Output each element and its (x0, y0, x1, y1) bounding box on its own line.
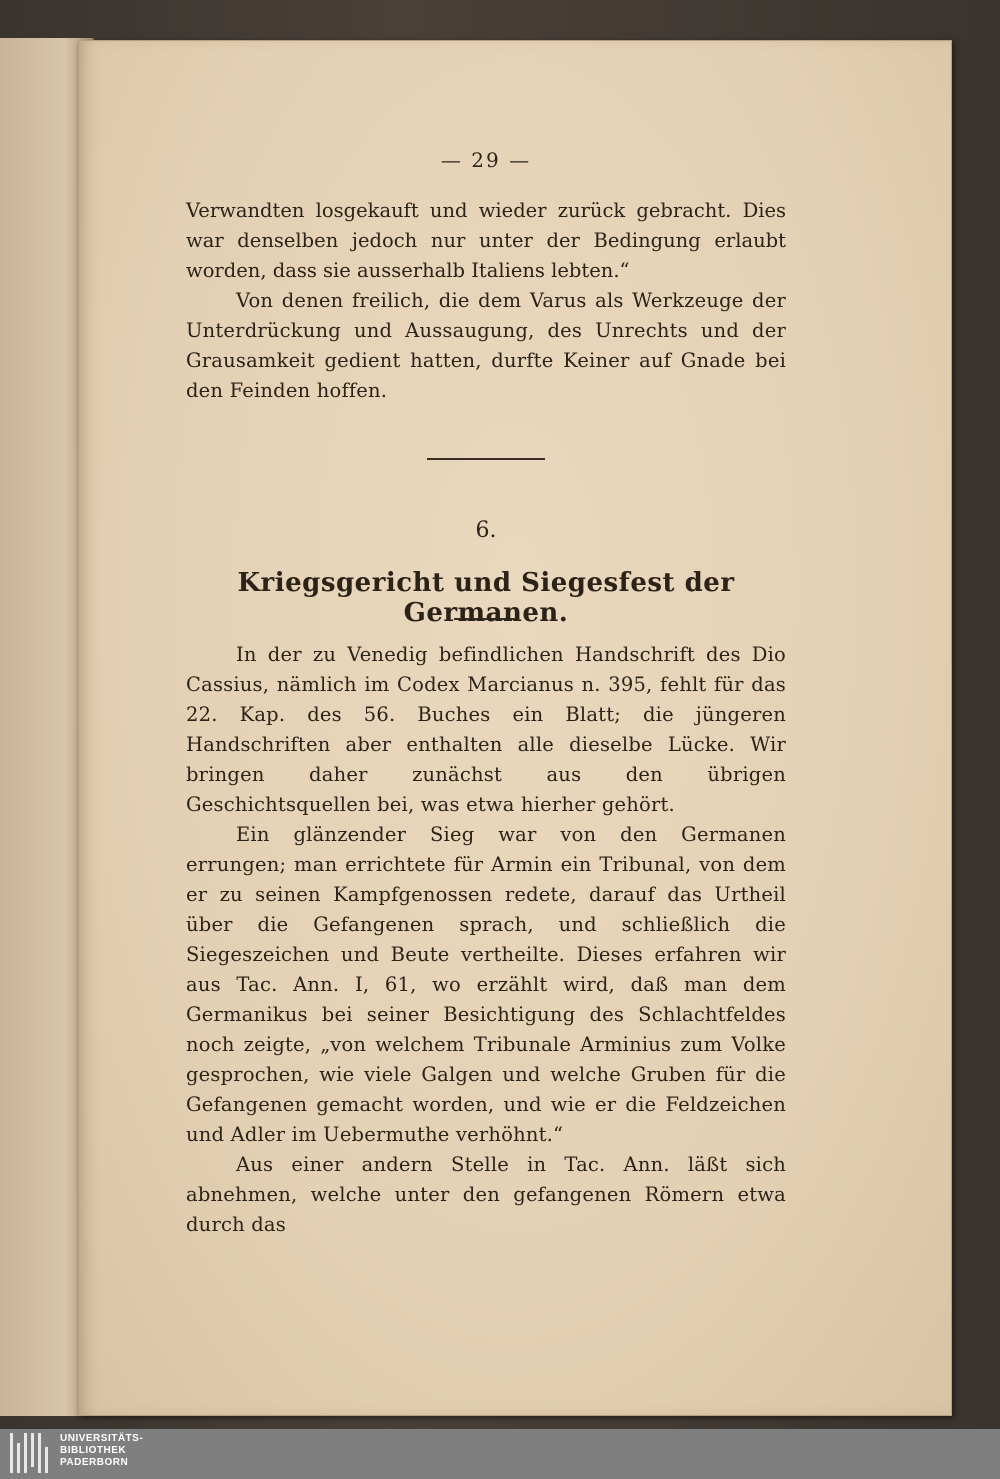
chapter-number: 6. (475, 518, 497, 543)
page-number: — 29 — (440, 148, 532, 172)
paragraph-continued: Verwandten losgekauft und wieder zurück gebracht. Dies war denselben jedoch nur unter der Bedingung erlaubt worden, dass sie ausserhalb Italiens lebten.“ (186, 199, 786, 282)
section-divider (427, 458, 545, 460)
logo-line-1: UNIVERSITÄTS- (60, 1433, 144, 1444)
library-footer-bar (0, 1429, 1000, 1479)
paragraph-dio-cassius: In der zu Venedig befindlichen Handschrift des Dio Cassius, nämlich im Codex Marcianus n. 395, fehlt für das 22. Kap. des 56. Buches ein Blatt; die jüngeren Handschriften aber enthalten alle dieselbe Lücke. Wir bringen daher zunächst aus den übrigen Geschichtsquellen bei, was etwa hierher gehört. (186, 642, 786, 816)
library-logo-text (60, 1433, 143, 1469)
paragraph-tacitus: Aus einer andern Stelle in Tac. Ann. läßt sich abnehmen, welche unter den gefangenen Römern etwa durch das (186, 1152, 786, 1236)
page-content (186, 148, 786, 1240)
logo-line-3: PADERBORN (60, 1457, 129, 1468)
library-logo-icon (8, 1433, 54, 1473)
chapter-title: Kriegsgericht und Siegesfest der Germanen. (237, 568, 735, 628)
paragraph-varus: Von denen freilich, die dem Varus als Werkzeuge der Unterdrückung und Aussaugung, des Unrechts und der Grausamkeit gedient hatten, durfte Keiner auf Gnade bei den Feinden hoffen. (186, 289, 786, 402)
paragraph-sieg: Ein glänzender Sieg war von den Germanen errungen; man errichtete für Armin ein Tribunal, von dem er zu seinen Kampfgenossen redete, darauf das Urtheil über die Gefangenen sprach, und schließlich die Siegeszeichen und Beute vertheilte. Dieses erfahren wir aus Tac. Ann. I, 61, wo erzählt wird, daß man dem Germanikus bei seiner Besichtigung des Schlachtfeldes noch zeigte, „von welchem Tribunale Arminius zum Volke gesprochen, wie viele Galgen und welche Gruben für die Gefangenen gemacht worden, und wie er die Feldzeichen und Adler im Uebermuthe verhöhnt.“ (186, 822, 786, 1146)
logo-line-2: BIBLIOTHEK (60, 1445, 127, 1456)
